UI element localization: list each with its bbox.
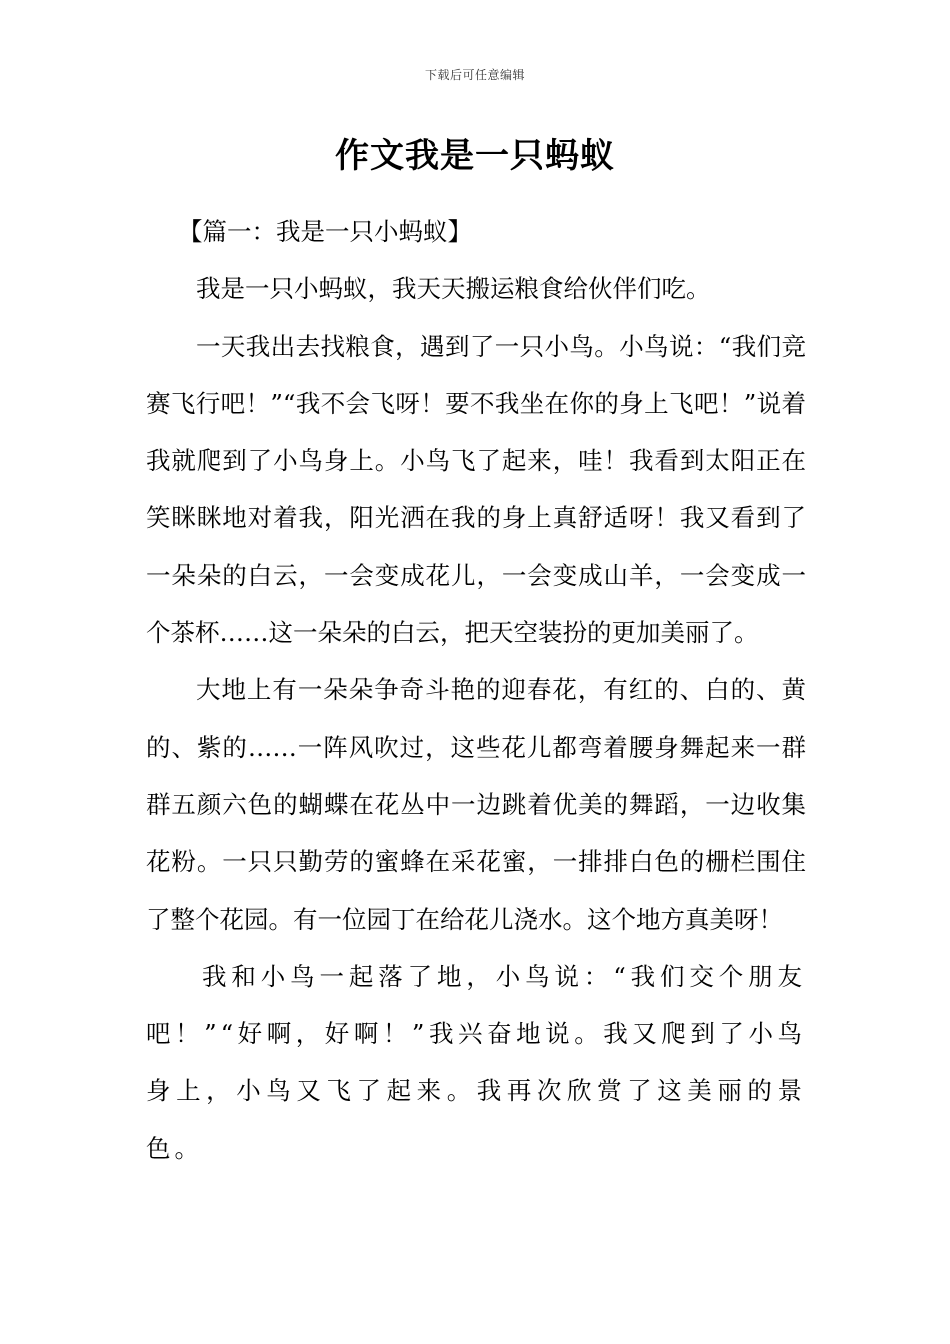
page-title: 作文我是一只蚂蚁 <box>335 136 615 176</box>
paragraph-2: 一天我出去找粮食，遇到了一只小鸟。小鸟说：“我们竞赛飞行吧！”“我不会飞呀！要不我坐在你的身上飞吧！”说着我就爬到了小鸟身上。小鸟飞了起来，哇！我看到太阳正在笑眯眯地对着我，阳光洒在我的身上真舒适呀！我又看到了一朵朵的白云，一会变成花儿，一会变成山羊，一会变成一个茶杯……这一朵朵的白云，把天空装扮的更加美丽了。 <box>146 331 806 648</box>
paragraph-3: 大地上有一朵朵争奇斗艳的迎春花，有红的、白的、黄的、紫的……一阵风吹过，这些花儿都弯着腰身舞起来一群群五颜六色的蝴蝶在花丛中一边跳着优美的舞蹈，一边收集花粉。一只只勤劳的蜜蜂在采花蜜，一排排白色的栅栏围住了整个花园。有一位园丁在给花儿浇水。这个地方真美呀！ <box>146 675 806 934</box>
paragraph-4: 我和小鸟一起落了地，小鸟说：“我们交个朋友吧！”“好啊，好啊！”我兴奋地说。我又爬到了小鸟身上，小鸟又飞了起来。我再次欣赏了这美丽的景色。 <box>146 961 806 1163</box>
section-heading: 【篇一：我是一只小蚂蚁】 <box>178 217 472 246</box>
document-body <box>146 203 806 1177</box>
header-note: 下载后可任意编辑 <box>424 68 525 82</box>
paragraph-1: 我是一只小蚂蚁，我天天搬运粮食给伙伴们吃。 <box>196 274 711 304</box>
